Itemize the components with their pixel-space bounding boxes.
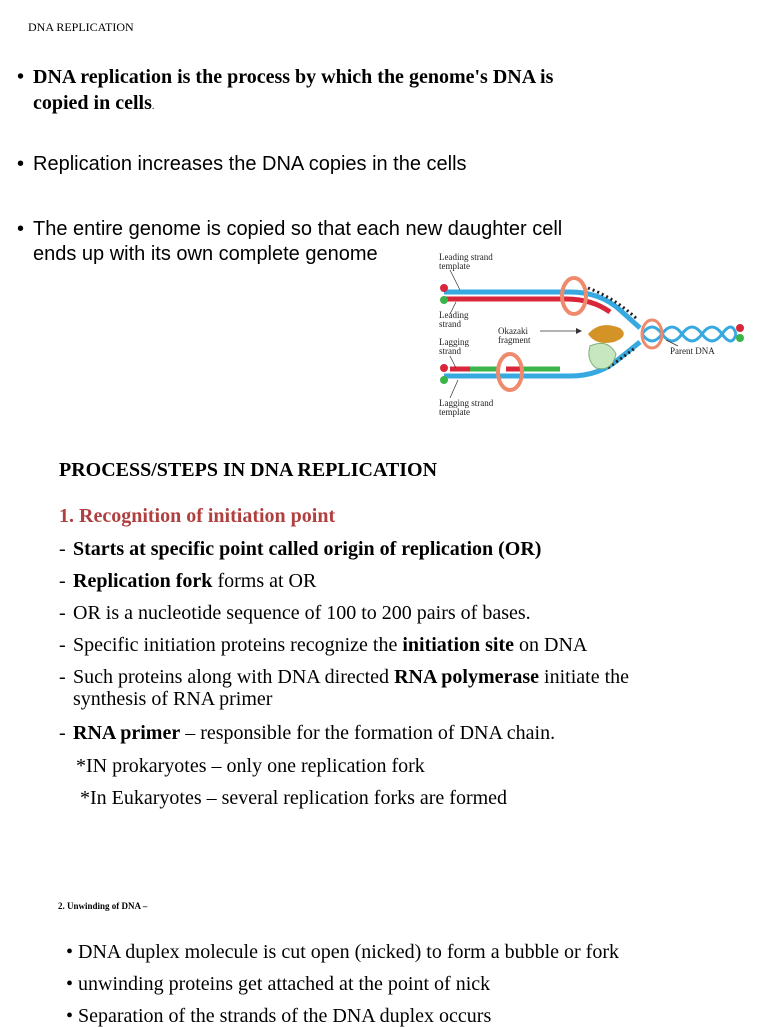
bullet-glyph: • <box>66 941 74 963</box>
rna-primer-term: RNA primer <box>73 722 181 744</box>
label-leader <box>450 380 458 398</box>
intro-bullet-3-line1: The entire genome is copied so that each new daughter cell <box>33 218 563 240</box>
replication-fork-rest: forms at OR <box>212 570 317 592</box>
label-leading-strand: Leading strand <box>439 310 469 329</box>
polymerase-ring-lower <box>498 354 522 390</box>
initiation-site-term: initiation site <box>402 634 515 656</box>
intro-bullet-2-text: Replication increases the DNA copies in the cells <box>33 153 467 175</box>
strand-end-marker <box>736 324 744 332</box>
step2-bullet-2 <box>66 973 490 995</box>
dash: - <box>59 722 66 744</box>
bullet-glyph: • <box>17 66 25 88</box>
polymerase-post: initiate the <box>539 666 630 688</box>
origin-text: Starts at specific point called origin of replication (OR) <box>73 538 542 560</box>
strand-end-marker <box>736 334 744 342</box>
dash: - <box>59 570 66 592</box>
bullet-glyph: • <box>17 218 25 240</box>
note-eukaryotes: *In Eukaryotes – several replication forks are formed <box>80 787 508 809</box>
label-lagging-template: Lagging strand template <box>439 398 494 417</box>
dash: - <box>59 538 66 560</box>
helicase-ring <box>642 320 662 348</box>
intro-bullet-1-line1: DNA replication is the process by which the genome's DNA is <box>33 66 554 88</box>
replication-fork-figure <box>430 250 750 418</box>
intro-bullet-3-line2: ends up with its own complete genome <box>33 243 378 265</box>
step1-title: 1. Recognition of initiation point <box>59 505 336 527</box>
dash: - <box>59 666 66 688</box>
dash: - <box>59 634 66 656</box>
bullet-glyph: • <box>17 153 25 175</box>
step2-bullet-1-text: DNA duplex molecule is cut open (nicked) to form a bubble or fork <box>78 941 619 963</box>
step1-line-5 <box>59 666 739 710</box>
intro-bullet-2 <box>17 152 657 177</box>
document-title: DNA REPLICATION <box>28 20 134 34</box>
bullet-glyph: • <box>66 1005 74 1027</box>
label-lagging-strand: Lagging strand <box>439 337 469 356</box>
or-sequence-text: OR is a nucleotide sequence of 100 to 200 pairs of bases. <box>73 602 531 624</box>
initiation-post: on DNA <box>514 634 588 656</box>
strand-end-marker <box>440 284 448 292</box>
step1-line-2 <box>59 570 316 592</box>
label-okazaki-fragment: Okazaki fragment <box>498 326 531 345</box>
label-leader <box>450 356 456 368</box>
step1-line-4 <box>59 634 587 656</box>
polymerase-ring-upper <box>562 278 586 314</box>
process-heading: PROCESS/STEPS IN DNA REPLICATION <box>59 459 438 481</box>
step2-bullet-2-text: unwinding proteins get attached at the point of nick <box>78 973 491 995</box>
label-leading-template: Leading strand template <box>439 252 493 271</box>
step2-bullet-3-text: Separation of the strands of the DNA duplex occurs <box>78 1005 492 1027</box>
intro-bullet-1-tail: . <box>151 101 155 112</box>
polymerase-pre: Such proteins along with DNA directed <box>73 666 395 688</box>
step2-bullet-1 <box>66 941 619 963</box>
bullet-glyph: • <box>66 973 74 995</box>
dash: - <box>59 602 66 624</box>
step2-title: 2. Unwinding of DNA – <box>58 901 148 911</box>
step1-line-6 <box>59 722 555 744</box>
okazaki-arrow-head <box>576 328 582 334</box>
intro-bullet-1-line2: copied in cells <box>33 92 152 114</box>
step1-line-1 <box>59 538 541 560</box>
rna-primer-rest: – responsible for the formation of DNA chain. <box>180 722 556 744</box>
step1-line-3 <box>59 602 531 624</box>
polymerase-continuation: synthesis of RNA primer <box>73 688 273 710</box>
note-prokaryotes: *IN prokaryotes – only one replication fork <box>76 755 425 777</box>
initiation-pre: Specific initiation proteins recognize the <box>73 634 403 656</box>
strand-end-marker <box>440 364 448 372</box>
primase-enzyme <box>588 325 624 343</box>
strand-end-marker <box>440 296 448 304</box>
dna-replication-diagram <box>430 250 750 418</box>
strand-end-marker <box>440 376 448 384</box>
label-parent-dna: Parent DNA <box>670 346 715 356</box>
rna-polymerase-term: RNA polymerase <box>394 666 540 688</box>
intro-bullet-1 <box>17 64 657 120</box>
label-leader <box>450 270 460 290</box>
replication-fork-term: Replication fork <box>73 570 213 592</box>
